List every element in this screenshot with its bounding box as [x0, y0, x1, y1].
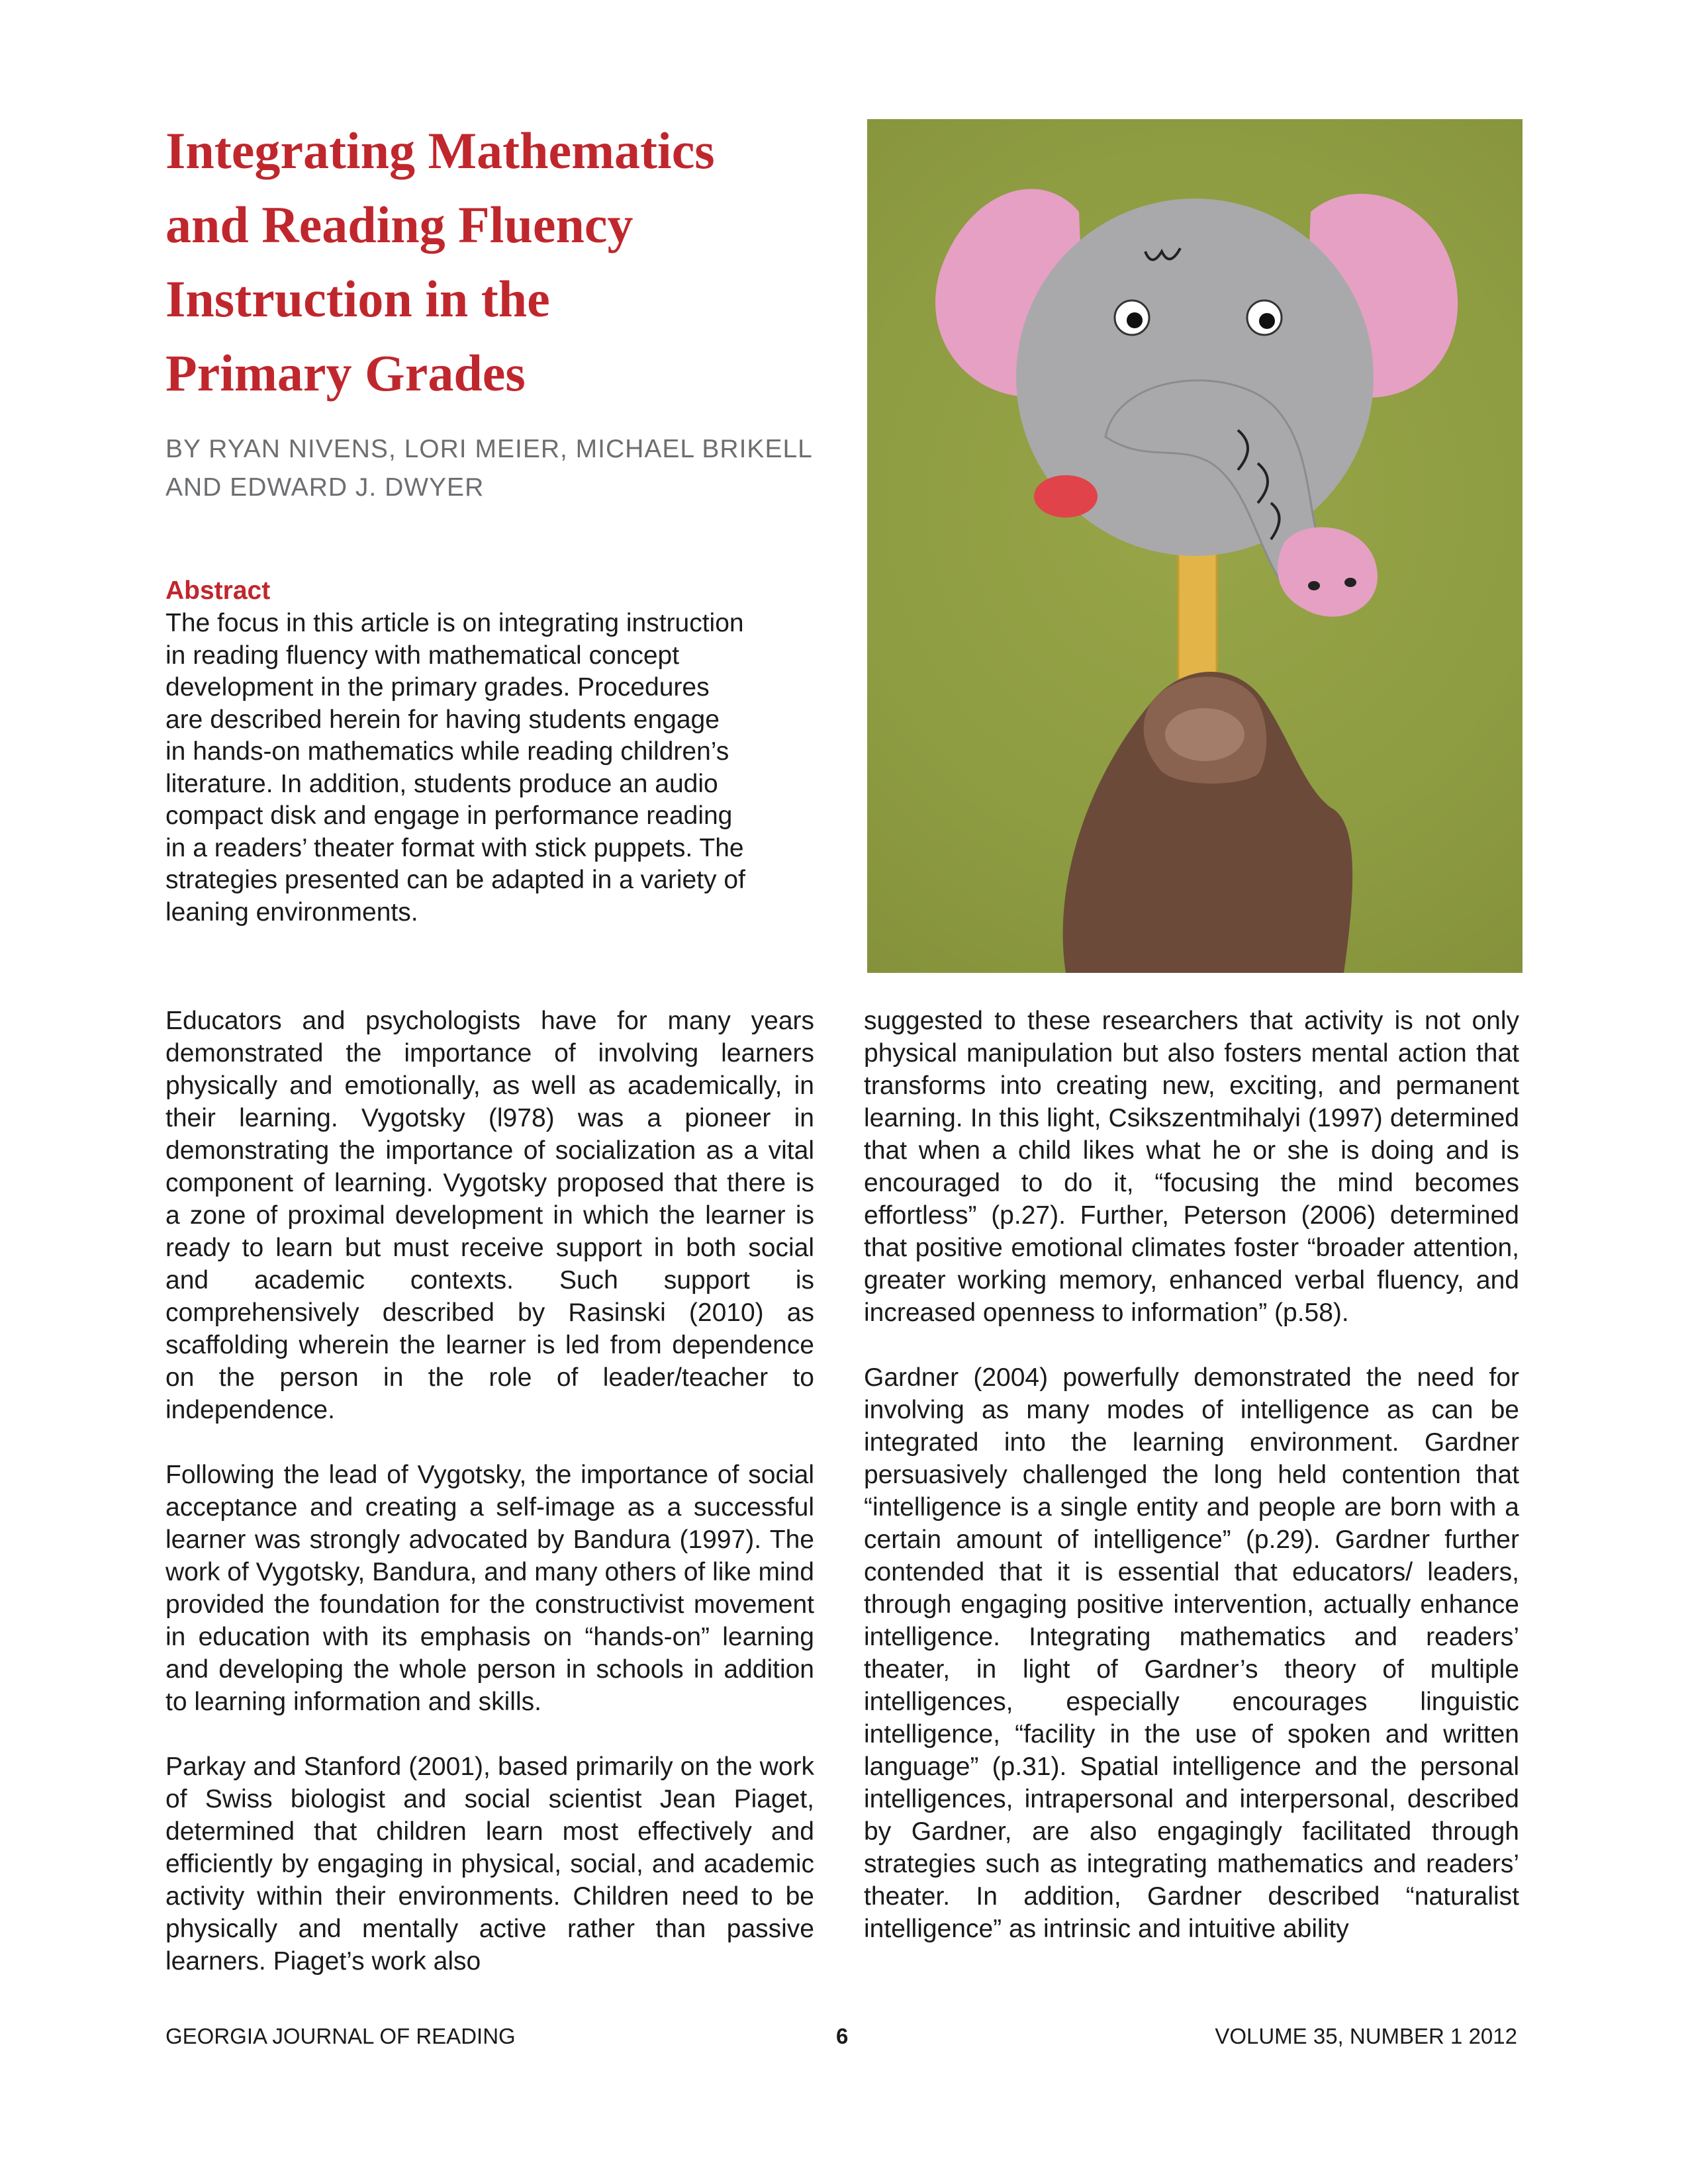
- byline-line: AND EDWARD J. DWYER: [165, 473, 485, 502]
- abstract-line: development in the primary grades. Procedures: [165, 673, 710, 702]
- author-byline: [165, 430, 827, 507]
- title-line: Integrating Mathematics: [165, 122, 715, 179]
- elephant-puppet-illustration: [867, 119, 1523, 973]
- article-title: [165, 114, 827, 410]
- elephant-puppet-photo: [867, 119, 1523, 973]
- abstract-line: compact disk and engage in performance reading: [165, 801, 733, 830]
- abstract-line: literature. In addition, students produce an audio: [165, 769, 718, 798]
- byline-line: BY RYAN NIVENS, LORI MEIER, MICHAEL BRIKELL: [165, 435, 813, 463]
- footer-page-number: 6: [836, 2024, 849, 2048]
- body-paragraph: Educators and psychologists have for many years demonstrated the importance of involving learners physically and emotionally, as well as academically, in their learning. Vygotsky (l978) was a pioneer in demonstrating the importance of socialization as a vital component of learning. Vygotsky proposed that there is a zone of proximal development in which the learner is ready to learn but must receive support in both social and academic contexts. Such support is comprehensively described by Rasinski (2010) as scaffolding wherein the learner is led from dependence on the person in the role of leader/teacher to independence.: [165, 1007, 814, 1424]
- abstract-line: strategies presented can be adapted in a variety of: [165, 866, 745, 894]
- title-line: Primary Grades: [165, 344, 526, 402]
- footer-journal-name: GEORGIA JOURNAL OF READING: [165, 2024, 516, 2048]
- title-line: and Reading Fluency: [165, 196, 633, 253]
- body-paragraph: suggested to these researchers that activity is not only physical manipulation but also fosters mental action that transforms into creating new, exciting, and permanent learning. In this light, Csikszentmihalyi (1997) determined that when a child likes what he or she is doing and is encouraged to do it, “focusing the mind becomes effortless” (p.27). Further, Peterson (2006) determined that positive emotional climates foster “broader attention, greater working memory, enhanced verbal fluency, and increased openness to information” (p.58).: [864, 1007, 1519, 1327]
- abstract-line: The focus in this article is on integrating instruction: [165, 609, 744, 637]
- abstract-line: leaning environments.: [165, 897, 418, 927]
- abstract-line: in reading fluency with mathematical concept: [165, 641, 680, 670]
- body-paragraph: Gardner (2004) powerfully demonstrated the need for involving as many modes of intelligence as can be integrated into the learning environment. Gardner persuasively challenged the long held contention that “intelligence is a single entity and people are born with a certain amount of intelligence” (p.29). Gardner further contended that it is essential that educators/ leaders, through engaging positive intervention, actually enhance intelligence. Integrating mathematics and readers’ theater, in light of Gardner’s theory of multiple intelligences, especially encourages linguistic intelligence, “facility in the use of spoken and written language” (p.31). Spatial intelligence and the personal intelligences, intrapersonal and interpersonal, described by Gardner, are also engagingly facilitated through strategies such as integrating mathematics and readers’ theater. In addition, Gardner described “naturalist intelligence” as intrinsic and intuitive ability: [864, 1363, 1519, 1943]
- abstract-heading: Abstract: [165, 576, 271, 605]
- body-paragraph: Following the lead of Vygotsky, the importance of social acceptance and creating a self-image as a successful learner was strongly advocated by Bandura (1997). The work of Vygotsky, Bandura, and many others of like mind provided the foundation for the constructivist movement in education with its emphasis on “hands-on” learning and developing the whole person in schools in addition to learning information and skills.: [165, 1461, 814, 1716]
- body-column-right: [864, 1005, 1519, 1978]
- body-column-left: [165, 1005, 814, 2010]
- abstract-line: in a readers’ theater format with stick puppets. The: [165, 833, 744, 862]
- abstract-body: [165, 608, 827, 929]
- abstract-line: are described herein for having students engage: [165, 705, 720, 734]
- abstract-line: in hands-on mathematics while reading children’s: [165, 737, 729, 766]
- title-line: Instruction in the: [165, 270, 550, 328]
- footer-volume: VOLUME 35, NUMBER 1 2012: [1215, 2024, 1517, 2048]
- body-paragraph: Parkay and Stanford (2001), based primarily on the work of Swiss biologist and social scientist Jean Piaget, determined that children learn most effectively and efficiently by engaging in physical, social, and academic activity within their environments. Children need to be physically and mentally active rather than passive learners. Piaget’s work also: [165, 1752, 814, 1976]
